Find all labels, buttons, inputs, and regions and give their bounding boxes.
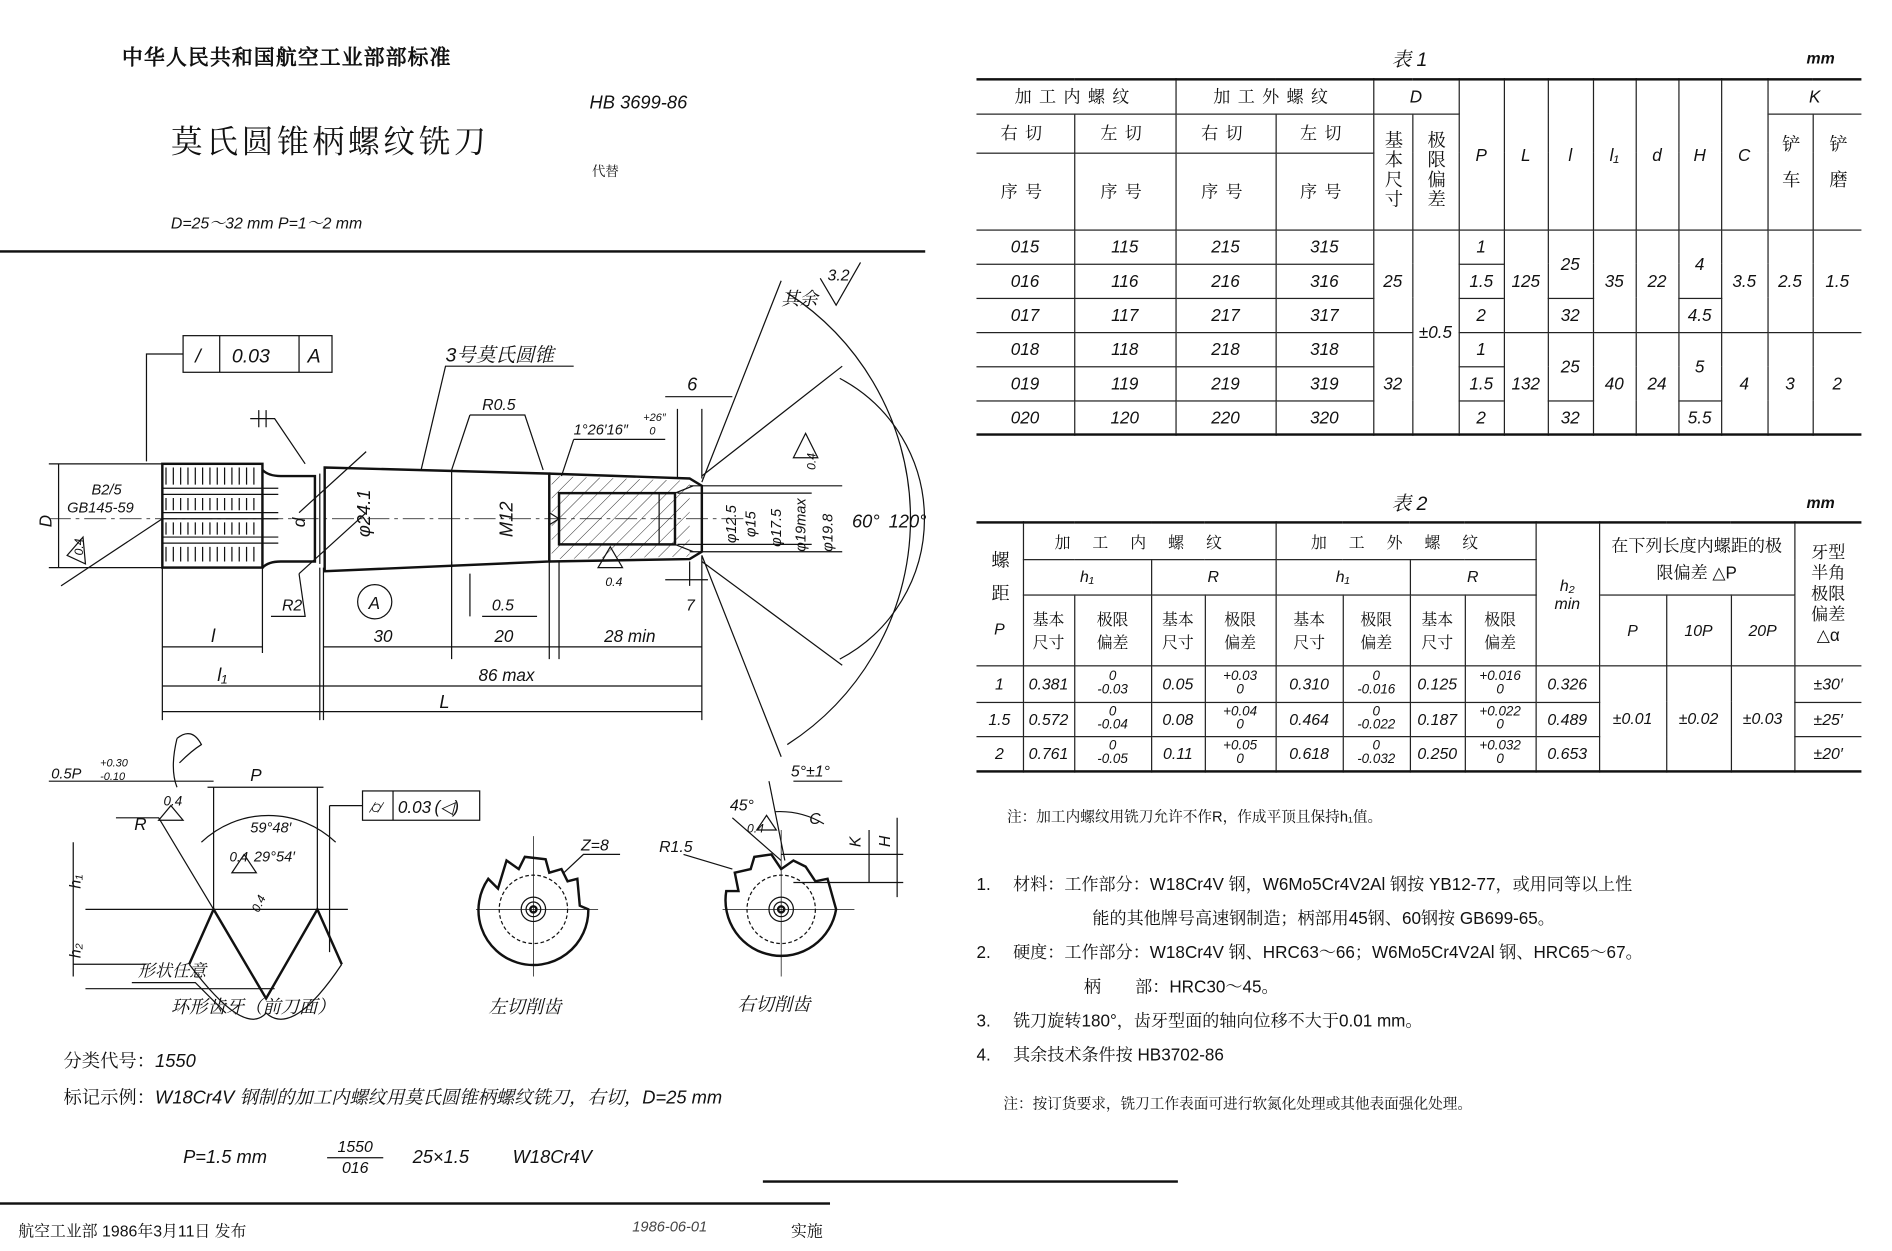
standard-org: 中华人民共和国航空工业部部标准 [122,46,452,70]
tol-upper: +0.03 [1223,668,1258,684]
dia-17-5-label: φ17.5 [769,508,786,547]
neck-d-label: d [290,517,310,528]
tol-upper: +0.022 [1479,704,1521,719]
fillet-r05-label: R0.5 [482,397,516,415]
dia-24-1-label: φ24.1 [352,489,374,538]
any-shape-label: 形状任意 [137,961,207,981]
right-cutting-tooth-view [659,763,903,1014]
requirement-text-cont: 柄 部：HRC30～45。 [1083,976,1279,997]
cutter-teeth [162,464,278,568]
table2-unit: mm [1806,493,1835,512]
taper-tol-lower: 0 [649,425,656,438]
roughness-hole-value: 0.4 [804,452,819,470]
cell-p: 1 [1459,332,1504,366]
rake-angle-label: 5°±1° [790,763,830,781]
cell: 020 [976,400,1074,434]
table-note: 注：加工内螺纹用铣刀允许不作R，作成平顶且保持h₁值。 [1006,808,1383,826]
classification-line [63,1047,195,1073]
cell: 016 [976,264,1074,298]
t1-head-k-turn: 铲车 [1779,134,1801,206]
dia-19-8-label: φ19.8 [820,513,837,552]
t2-head-basic: 基本尺寸 [1151,594,1205,665]
t1-head-k-grind: 铲磨 [1826,134,1848,206]
table2 [976,521,1861,772]
classification-label: 分类代号： [63,1050,156,1072]
t1-head-left: 左切 [1276,114,1374,153]
angle-45-label: 45° [729,797,754,815]
cell-H: 5 [1678,332,1721,400]
cell-l: 25 [1548,332,1593,400]
cell-l1: 40 [1593,332,1636,435]
tol-lower: 0 [1236,717,1244,733]
thread-profile-view [49,734,480,1020]
cell-H: 5.5 [1678,400,1721,434]
cell: 216 [1175,264,1275,298]
cell: 0.464 [1276,702,1343,736]
requirement-text: 材料：工作部分：W18Cr4V 钢，W6Mo5Cr4V2Al 钢按 YB12-77，或用同等以上性 [1013,873,1633,894]
cell: 0.187 [1410,702,1465,736]
requirement-1 [976,867,1642,901]
right-end-rule [763,1180,1178,1182]
cell: 0.08 [1151,702,1205,736]
t2-head-alpha-sym: △α [1816,625,1840,645]
cell: 0.11 [1151,736,1205,771]
cell: 316 [1276,264,1374,298]
cell-k-turn: 3 [1767,332,1812,435]
tol-upper: +0.032 [1479,738,1521,754]
cell: 218 [1175,332,1275,366]
cell-h2: 0.653 [1536,736,1599,771]
center-hole-standard-label: GB145-59 [67,500,134,517]
runout-symbol: / [195,345,201,368]
profile-angle-label: 59°48′ [250,820,292,837]
t1-head-right: 右切 [976,114,1074,153]
t2-head-dp: 在下列长度内螺距的极限偏差 △P [1599,522,1794,594]
page-title: 莫氏圆锥柄螺纹铣刀 [170,124,490,162]
t2-head-basic: 基本尺寸 [1410,594,1465,665]
dia-19max-label: φ19max [793,498,810,552]
requirement-2 [976,935,1642,969]
cell: 0.125 [1410,665,1465,702]
cell: 318 [1276,332,1374,366]
half-angle-roughness: 0.4 [229,849,249,865]
cell: 018 [976,332,1074,366]
t2-head-alpha: 牙型半角极限偏差 [1811,542,1846,625]
cell: 320 [1276,400,1374,434]
t2-head-tol: 极限偏差 [1074,594,1151,665]
cell-alpha: ±20′ [1794,736,1861,771]
marking-label: 标记示例： [63,1087,156,1109]
cell: 118 [1074,332,1175,366]
tol-lower: -0.016 [1357,682,1396,697]
t2-head-pitch: 螺距 [988,550,1010,617]
t1-head-d: d [1636,79,1679,229]
right-cutter-caption: 右切削齿 [737,993,811,1015]
dim-30-label: 30 [373,627,393,647]
tol-upper: 0 [1108,738,1117,754]
t2-head-tol: 极限偏差 [1343,594,1410,665]
footer-rule [0,1202,830,1204]
fillet-r2-label: R2 [281,597,303,615]
cell-alpha: ±30′ [1794,665,1861,702]
t2-head-tol: 极限偏差 [1205,594,1276,665]
requirement-num: 3. [976,1010,991,1031]
dim-28min-label: 28 min [604,627,656,647]
tol-upper: +0.05 [1223,738,1258,754]
fraction-bottom: 016 [341,1158,369,1177]
cell: 0.761 [1023,736,1074,771]
cell-d-tol: ±0.5 [1412,229,1458,434]
cell-L: 132 [1504,332,1548,435]
cell: 219 [1175,366,1275,400]
cell: 0.310 [1276,665,1343,702]
dim-L-label: L [439,690,450,712]
requirement-text: 其余技术条件按 HB3702-86 [1013,1044,1224,1065]
profile-tolerance-datum: (◁) [434,797,460,817]
half-pitch-tol-upper: +0.30 [100,757,128,770]
table-row [976,229,1861,263]
cell-dp-1: ±0.01 [1599,665,1666,771]
angle-120-label: 120° [888,510,927,532]
table-row [976,665,1861,702]
cell-d: 24 [1636,332,1679,435]
dim-7-label: 7 [685,597,695,615]
t2-head-20p: 20P [1731,594,1794,665]
t2-head-h1: h₁ [1276,559,1410,594]
t1-head-D: D [1373,79,1458,113]
profile-h2-label: h₂ [67,943,85,959]
dim-H-label: H [876,835,894,848]
tol-lower: 0 [1236,752,1244,767]
t1-head-internal: 加工内螺纹 [976,79,1175,113]
left-cutter-caption: 左切削齿 [488,996,562,1018]
dim-20-label: 20 [494,627,514,647]
cell-C: 4 [1721,332,1767,435]
cell: 0.381 [1023,665,1074,702]
cell: 015 [976,229,1074,263]
profile-pitch-label: P [250,766,262,786]
cell-L: 125 [1504,229,1548,332]
dim-86max-label: 86 max [478,666,535,686]
cell-h2: 0.326 [1536,665,1599,702]
cell-l: 32 [1548,400,1593,434]
t2-head-tol: 极限偏差 [1465,594,1536,665]
effective-label: 实施 [790,1221,823,1241]
left-cutting-tooth-view [476,836,620,1017]
runout-value: 0.03 [231,345,270,368]
t2-head-R: R [1410,559,1536,594]
profile-h1-label: h₁ [67,874,85,889]
cell: 117 [1074,298,1175,332]
table1 [976,78,1861,436]
t2-head-basic: 基本尺寸 [1276,594,1343,665]
dim-0-5-label: 0.5 [491,597,514,615]
cell-l: 32 [1548,298,1593,332]
profile-roughness-R: 0.4 [163,793,183,809]
tol-upper: 0 [1108,704,1117,719]
cell-dp-20: ±0.03 [1731,665,1794,771]
threaded-hole-section [549,476,693,559]
t1-head-right: 右切 [1175,114,1275,153]
thread-m12-label: M12 [495,501,517,538]
requirement-text-cont: 能的其他牌号高速钢制造；柄部用45钢、60钢按 GB699-65。 [1092,908,1555,928]
dia-12-5-label: φ12.5 [724,505,741,544]
t1-head-l1: l₁ [1593,79,1636,229]
cell-d: 22 [1636,229,1679,332]
fillet-r15-label: R1.5 [659,838,693,856]
tol-lower: -0.03 [1097,682,1128,697]
cell-p: 2 [1459,298,1504,332]
requirement-3 [976,1003,1642,1037]
dim-K-label: K [847,836,865,848]
half-angle-label: 29°54′ [253,849,296,866]
cell: 215 [1175,229,1275,263]
cell: 0.250 [1410,736,1465,771]
tol-lower: 0 [1496,717,1504,733]
cell-p: 1.5 [1459,366,1504,400]
cell: 119 [1074,366,1175,400]
cell-k-grind: 1.5 [1813,229,1862,332]
t1-head-serial: 序号 [976,153,1074,230]
runout-datum: A [307,345,321,368]
cell-d-basic: 25 [1373,229,1412,332]
t1-head-C: C [1721,79,1767,229]
diameter-D-label: D [36,514,56,528]
tol-lower: -0.032 [1357,752,1396,767]
angle-60-label: 60° [851,510,880,532]
profile-R-label: R [134,815,147,835]
dim-l1-label: l₁ [217,664,228,686]
fraction-top: 1550 [327,1138,383,1159]
t2-head-10p: 10P [1666,594,1731,665]
tol-lower: -0.04 [1097,717,1128,733]
cell: 0.618 [1276,736,1343,771]
tol-lower: -0.022 [1357,717,1396,733]
cell-k-grind: 2 [1813,332,1862,435]
profile-tolerance-icon: ⌭ [368,795,382,817]
marking-text: W18Cr4V 钢制的加工内螺纹用莫氏圆锥柄螺纹铣刀，右切，D=25 mm [155,1087,723,1109]
t1-head-serial: 序号 [1276,153,1374,230]
t2-head-h2: h₂ [1559,575,1575,595]
order-note: 注：按订货要求，铣刀工作表面可进行软氮化处理或其他表面强化处理。 [1003,1094,1473,1112]
tol-upper: 0 [1108,668,1117,684]
cell: 0.05 [1151,665,1205,702]
cell-l1: 35 [1593,229,1636,332]
cell: 319 [1276,366,1374,400]
t2-head-external: 加工外螺纹 [1276,522,1536,559]
t1-head-left: 左切 [1074,114,1175,153]
teeth-count-label: Z=8 [581,837,609,855]
cell-dp-10: ±0.02 [1666,665,1731,771]
taper-angle-label: 1°26′16″ [573,422,629,439]
cell-pitch: 1.5 [976,702,1022,736]
t2-head-p: P [1599,594,1666,665]
t2-head-pitch-sym: P [994,619,1005,639]
issuer-line: 航空工业部 1986年3月11日 发布 [18,1221,247,1241]
cell: 0.572 [1023,702,1074,736]
cell-H: 4 [1678,229,1721,297]
tol-lower: 0 [1496,752,1504,767]
marking-fraction [327,1138,383,1178]
cell: 115 [1074,229,1175,263]
cell: 315 [1276,229,1374,263]
standard-code: HB 3699-86 [589,92,688,114]
marking-size: 25×1.5 [412,1147,470,1169]
replaces-label: 代替 [591,164,619,180]
cell-alpha: ±25′ [1794,702,1861,736]
taper-tol-upper: +26″ [643,412,666,425]
tol-upper: 0 [1372,704,1380,719]
table1-title: 表 1 [1391,50,1428,71]
t2-head-basic: 基本尺寸 [1023,594,1074,665]
t2-head-R: R [1151,559,1276,594]
center-hole-b25-label: B2/5 [91,482,122,499]
rest-roughness-value: 3.2 [827,267,850,285]
morse-taper-label: 3号莫氏圆锥 [445,344,554,367]
rest-roughness-label: 其余 [781,288,818,310]
tol-upper: +0.04 [1223,704,1258,719]
cell-p: 1 [1459,229,1504,263]
t1-head-external: 加工外螺纹 [1175,79,1373,113]
effective-date: 1986-06-01 [632,1218,708,1236]
t1-head-H: H [1678,79,1721,229]
dim-C-label: C [809,810,821,828]
profile-tolerance-value: 0.03 [397,797,432,817]
dia-15-label: φ15 [743,511,760,538]
technical-requirements [976,867,1642,1072]
cell-p: 2 [1459,400,1504,434]
marking-example [63,1084,722,1110]
cell: 116 [1074,264,1175,298]
cell-d-basic: 32 [1373,332,1412,435]
tol-upper: 0 [1372,738,1380,754]
cell-h2: 0.489 [1536,702,1599,736]
t2-head-internal: 加工内螺纹 [1023,522,1276,559]
profile-caption: 环形齿牙（前刀面） [170,996,336,1018]
cell: 317 [1276,298,1374,332]
size-range: D=25～32 mm P=1～2 mm [170,213,363,232]
table1-unit: mm [1806,48,1835,68]
cell-l: 25 [1548,229,1593,297]
cell: 120 [1074,400,1175,434]
requirement-num: 1. [976,873,991,894]
tol-upper: 0 [1372,668,1380,684]
datum-a-label: A [368,594,381,614]
cutter-drawing [0,0,952,1050]
t1-head-serial: 序号 [1074,153,1175,230]
marking-pitch: P=1.5 mm [183,1147,268,1169]
t2-head-h1: h₁ [1023,559,1151,594]
half-pitch-label: 0.5P [51,766,82,783]
requirement-num: 2. [976,942,991,962]
cell-k-turn: 2.5 [1767,229,1812,332]
t1-head-L: L [1504,79,1548,229]
marking-material: W18Cr4V [512,1147,593,1169]
cell-H: 4.5 [1678,298,1721,332]
flank-roughness: 0.4 [248,892,269,915]
tol-lower: -0.05 [1097,752,1128,767]
table2-title: 表 2 [1391,494,1428,516]
right-roughness-value: 0.4 [747,821,764,836]
roughness-left-value: 0.4 [72,538,87,556]
tol-upper: +0.016 [1479,668,1521,684]
requirement-4 [976,1038,1642,1072]
cell: 017 [976,298,1074,332]
t1-head-serial: 序号 [1175,153,1275,230]
t2-head-h2-min: min [1554,594,1581,613]
classification-value: 1550 [155,1050,196,1072]
dim-l-label: l [211,625,216,647]
cell-p: 1.5 [1459,264,1504,298]
t1-head-basic: 基本尺寸 [1382,130,1404,209]
cell-C: 3.5 [1721,229,1767,332]
cell-pitch: 1 [976,665,1022,702]
requirement-text: 硬度：工作部分：W18Cr4V 钢、HRC63～66；W6Mo5Cr4V2Al 钢、HRC65～67。 [1013,942,1643,962]
tol-lower: 0 [1496,682,1504,697]
cell: 220 [1175,400,1275,434]
t1-head-tol: 极限偏差 [1425,130,1446,209]
requirement-text: 铣刀旋转180°，齿牙型面的轴向位移不大于0.01 mm。 [1013,1010,1423,1031]
t1-head-l: l [1548,79,1593,229]
half-pitch-tol-lower: -0.10 [100,770,126,783]
cell-pitch: 2 [976,736,1022,771]
cell: 217 [1175,298,1275,332]
cell: 019 [976,366,1074,400]
t1-head-P: P [1459,79,1504,229]
t1-head-K: K [1767,79,1861,113]
requirement-num: 4. [976,1044,991,1065]
runout-tolerance-frame [183,336,332,373]
roughness-bottom-value: 0.4 [605,574,623,589]
tol-lower: 0 [1236,682,1244,697]
dim-6-label: 6 [687,373,698,395]
